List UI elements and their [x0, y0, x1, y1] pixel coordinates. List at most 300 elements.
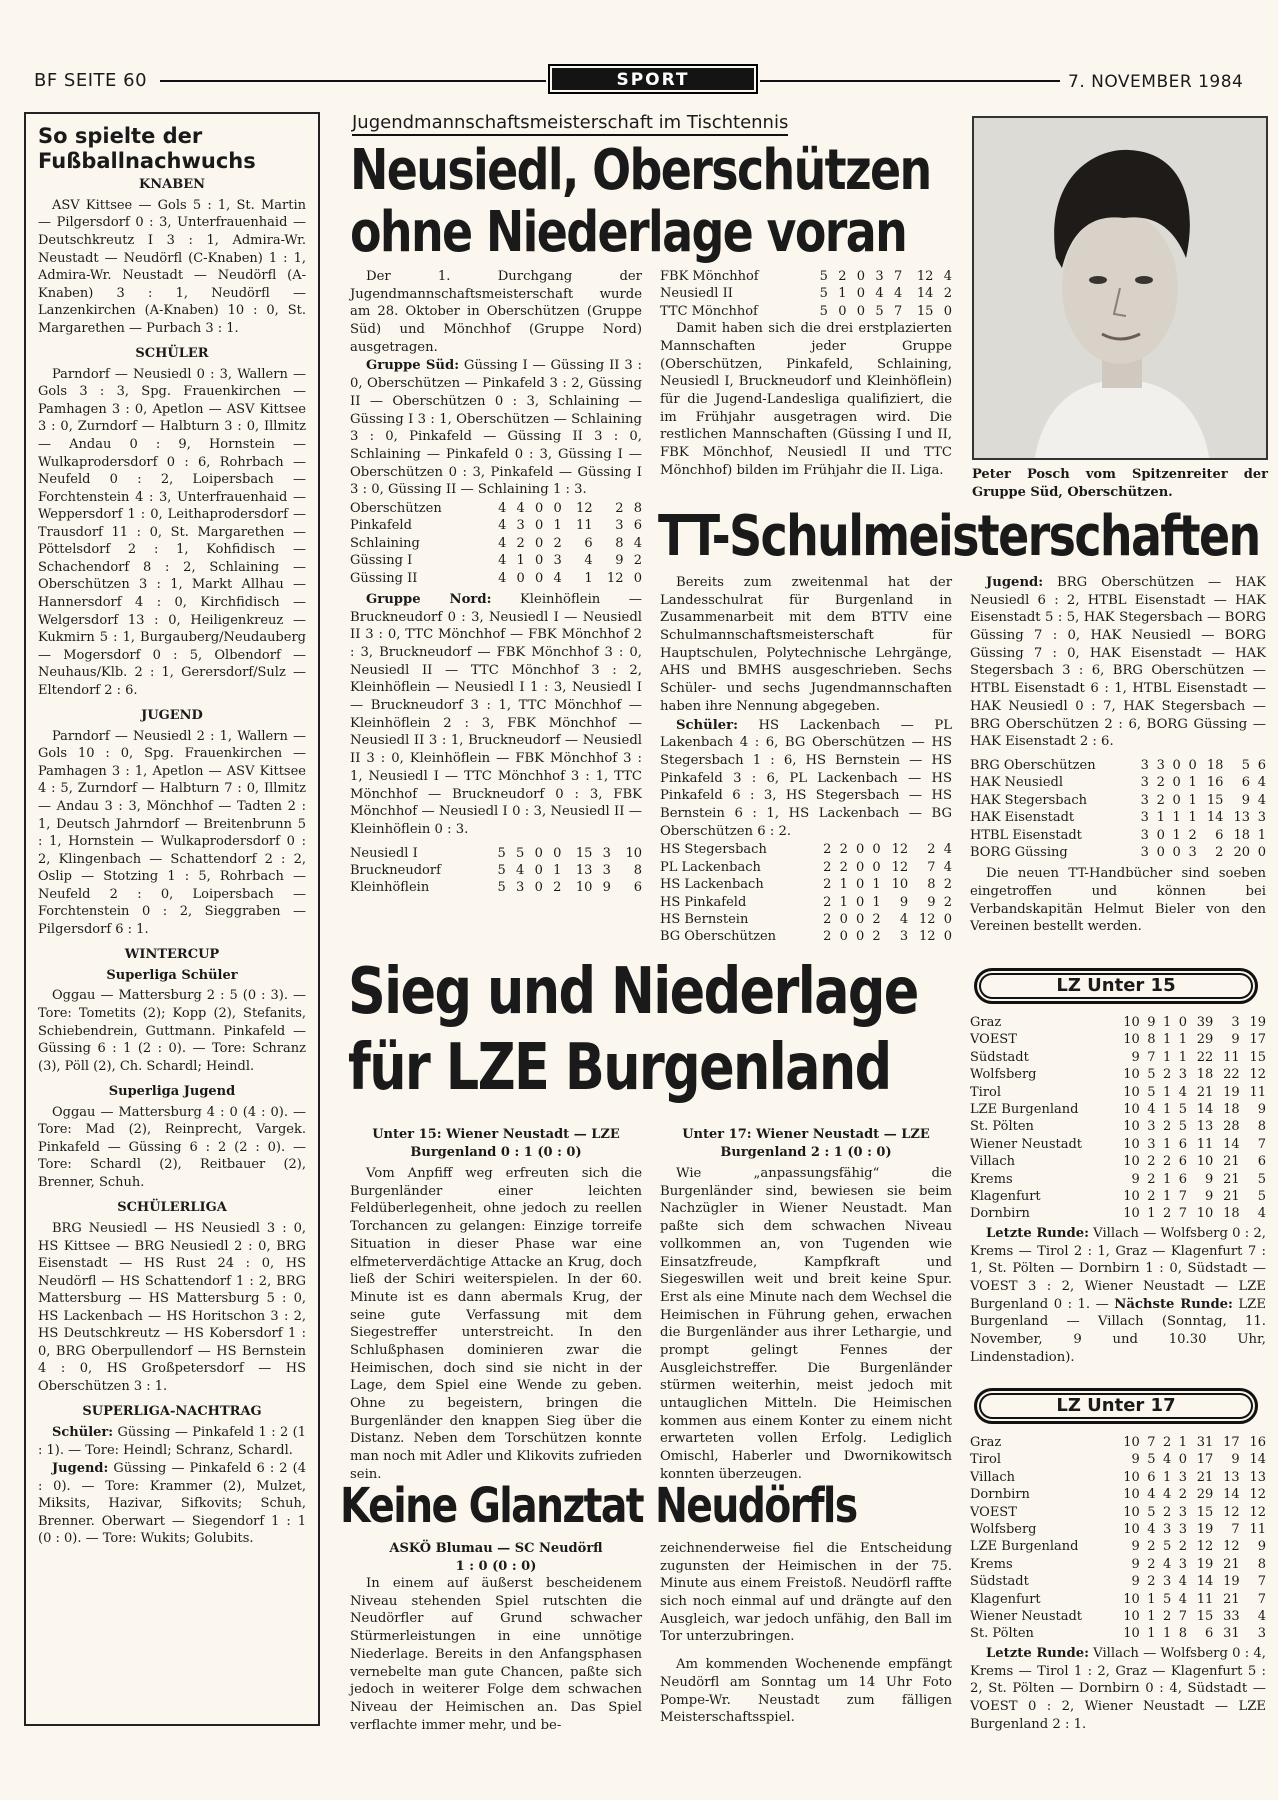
schul-schueler-row [660, 928, 952, 945]
stat-cell: 7 [1147, 1049, 1156, 1065]
stat-cell: 5 [497, 880, 506, 896]
stat-cell: 13 [1223, 1469, 1240, 1485]
stat-cell: 5 [1257, 1171, 1266, 1187]
stat-cell: 15 [1206, 792, 1224, 808]
stat-cell: 8 [1178, 1626, 1187, 1642]
stat-cell: 29 [1196, 1032, 1214, 1048]
stat-cell: 2 [1156, 792, 1165, 808]
stat-cell: 10 [625, 845, 642, 861]
stat-cell: 2 [943, 286, 952, 302]
stat-cell: 10 [1123, 1189, 1140, 1205]
stat-cell: 4 [943, 859, 952, 875]
stat-cell: 1 [1162, 1171, 1172, 1187]
stat-cell: 5 [1147, 1084, 1156, 1100]
stat-cell: 0 [534, 570, 544, 586]
stat-cell: 10 [1196, 1154, 1214, 1170]
stat-cell: 7 [1257, 1591, 1266, 1607]
stat-cell: 1 [1162, 1015, 1172, 1030]
stat-cell: 5 [497, 863, 506, 878]
stat-cell: 11 [1196, 1136, 1214, 1152]
stat-cell: 0 [553, 845, 562, 861]
stat-cell: 5 [1162, 1591, 1172, 1607]
schul-jugend-row [970, 827, 1266, 844]
stat-cell: 0 [534, 535, 544, 551]
stat-cell: 0 [943, 303, 952, 319]
lz15-row [970, 1205, 1266, 1222]
article1-nord-text: Kleinhöflein — Bruckneudorf 0 : 3, Neusiedl I — Neusiedl II 3 : 0, TTC Mönchhof — FBK Mönchhof 2 : 3, Bruckneudorf — FBK Mönchhof 3 : 0, Neusiedl II — TTC Mönchhof 3 : 2, Kleinhöflein — Neusiedl I 1 : 3, Neusiedl I — Bruckneudorf 3 : 1, TTC Mönchhof — Kleinhöflein 2 : 3, FBK Mönchhof — Neusiedl II 3 : 1, Bruckneudorf — Neusiedl II 3 : 0, Kleinhöflein — FBK Mönchhof 3 : 1, Neusiedl I — TTC Mönchhof 3 : 1, TTC Mönchhof — Bruckneudorf 0 : 3, FBK Mönchhof — Neusiedl I 0 : 3, Neusiedl II — Kleinhöflein 0 : 3. [350, 591, 642, 837]
stat-cell: 21 [1223, 1591, 1240, 1607]
stat-cell: 2 [1178, 1539, 1187, 1555]
table-gruppe-nord-bottom [660, 268, 952, 320]
stat-cell: 11 [1249, 1084, 1266, 1100]
stat-cell: 2 [943, 877, 952, 893]
stat-cell: 2 [1162, 1067, 1172, 1083]
stat-cell: 1 [872, 877, 881, 893]
stat-cell: 10 [1123, 1102, 1140, 1118]
stat-cell: 10 [1123, 1469, 1140, 1485]
issue-date: 7. NOVEMBER 1984 [1068, 72, 1244, 92]
lz15-next-text: LZE Burgenland — Villach (Sonntag, 11. November, 9 und 10.30 Uhr, Lindenstadion). [970, 1296, 1266, 1365]
stat-cell: 0 [1178, 1452, 1187, 1468]
stat-cell: 18 [1233, 827, 1251, 843]
stat-cell: 1 [1257, 827, 1266, 843]
stat-cell: 0 [943, 911, 952, 927]
team-name: Tirol [970, 1084, 1002, 1100]
stat-cell: 10 [1123, 1522, 1140, 1538]
team-name: Villach [970, 1154, 1016, 1170]
stat-cell: 6 [1257, 1154, 1266, 1170]
gruppe-sued-row [350, 500, 642, 517]
stat-cell: 9 [1131, 1049, 1140, 1065]
stat-cell: 22 [1223, 1067, 1240, 1083]
stat-cell: 9 [1231, 1452, 1240, 1468]
stat-cell: 13 [1233, 810, 1251, 826]
article4-text1: In einem auf äußerst bescheidenem Niveau stehenden Spiel rutschten die Neudörfler auf Grund schwacher Stürmerleistungen in eine unnötige Niederlage. Bereits in den Anfangsphasen vernebelte man gute Chancen, paßte sich jedoch in weiterer Folge dem schwachen Niveau der Heimischen an. Das Spiel verflachte immer mehr, und be- [350, 1576, 642, 1733]
team-name: Villach [970, 1469, 1016, 1485]
stat-cell: 10 [1123, 1154, 1140, 1170]
team-name: Wiener Neustadt [970, 1136, 1083, 1152]
stat-cell: 2 [615, 500, 624, 516]
team-name: LZE Burgenland [970, 1539, 1079, 1555]
stat-cell: 9 [1131, 1574, 1140, 1590]
article2-jugend-label: Jugend: [986, 575, 1044, 590]
schul-jugend-row [970, 809, 1266, 826]
stat-cell: 12 [916, 269, 934, 284]
stat-cell: 14 [1206, 810, 1224, 826]
stat-cell: 12 [919, 911, 936, 927]
stat-cell: 31 [1196, 1435, 1214, 1450]
header-rule-left [160, 80, 546, 82]
stat-cell: 39 [1196, 1015, 1214, 1030]
stat-cell: 4 [498, 535, 507, 551]
article2-outro: Die neuen TT-Handbücher sind soeben eingetroffen und können bei Verbandskapitän Helmut Bieler von den Vereinen bestellt werden. [970, 866, 1266, 935]
stat-cell: 3 [1178, 1504, 1187, 1520]
article2-jugend-text: BRG Oberschützen — HAK Neusiedl 6 : 2, HTBL Eisenstadt — HAK Eisenstadt 5 : 5, HAK Stegersbach — BORG Güssing 7 : 0, HAK Neusiedl — BORG Güssing 7 : 0, HAK Eisenstadt — HAK Stegersbach 3 : 6, BRG Oberschützen — HTBL Eisenstadt 6 : 1, HTBL Eisenstadt — HAK Neusiedl 0 : 7, HAK Stegersbach — BRG Oberschützen 2 : 6, BORG Güssing — HAK Eisenstadt 2 : 6. [970, 575, 1266, 750]
team-name: Schlaining [350, 535, 420, 551]
article3-sub2-line2: Burgenland 2 : 1 (0 : 0) [720, 1144, 892, 1160]
schueler-results: Parndorf — Neusiedl 0 : 3, Wallern — Gols 3 : 3, Spg. Frauenkirchen — Pamhagen 3 : 0, Apetlon — ASV Kittsee 3 : 0, Zurndorf — Halbturn 3 : 0, Illmitz — Andau 0 : 9, Hornstein — Wulkaprodersdorf 0 : 6, Rohrbach — Neufeld 0 : 2, Loipersbach — Forchtenstein 4 : 3, Unterfrauenhaid — Weppersdorf 1 : 0, Leithaprodersdorf — Trausdorf 11 : 0, St. Margarethen — Pöttelsdorf 2 : 1, Kohfidisch — Schachendorf 8 : 2, Schlaining — Oberschützen 3 : 1, Markt Allhau — Hannersdorf 4 : 0, Kirchfidisch — Welgersdorf 13 : 0, Heiligenkreuz — Kukmirn 5 : 1, Burgauberg/Neudauberg — Mogersdorf 0 : 5, Olbendorf — Neuhaus/Klb. 2 : 1, Gerersdorf/Sulz — Eltendorf 2 : 6. [38, 366, 306, 698]
stat-cell: 19 [1223, 1084, 1240, 1100]
stat-cell: 21 [1196, 1084, 1214, 1100]
stat-cell: 5 [819, 269, 828, 284]
stat-cell: 2 [1162, 1206, 1172, 1222]
lz15-title: LZ Unter 15 [974, 968, 1258, 1004]
stat-cell: 18 [1223, 1206, 1240, 1222]
stat-cell: 2 [872, 911, 881, 927]
stat-cell: 3 [1156, 757, 1165, 773]
stat-cell: 2 [1156, 775, 1165, 791]
stat-cell: 5 [1162, 1539, 1172, 1555]
stat-cell: 8 [1147, 1032, 1156, 1048]
stat-cell: 3 [1140, 775, 1149, 791]
team-name: Graz [970, 1435, 1002, 1450]
stat-cell: 5 [516, 845, 525, 861]
team-name: HAK Eisenstadt [970, 810, 1075, 826]
stat-cell: 13 [1196, 1119, 1214, 1135]
team-name: Wolfsberg [970, 1067, 1037, 1083]
stat-cell: 2 [1162, 1504, 1172, 1520]
team-name: HAK Neusiedl [970, 775, 1064, 791]
lz15-row [970, 1101, 1266, 1118]
stat-cell: 28 [1223, 1119, 1240, 1135]
stat-cell: 5 [1178, 1102, 1187, 1118]
stat-cell: 14 [1249, 1452, 1266, 1468]
lz17-row [970, 1573, 1266, 1590]
stat-cell: 0 [855, 911, 865, 927]
stat-cell: 3 [1178, 1469, 1187, 1485]
article2-col2 [970, 574, 1266, 937]
nachtrag-jugend-label: Jugend: [52, 1461, 109, 1477]
stat-cell: 15 [1196, 1504, 1214, 1520]
stat-cell: 12 [891, 842, 909, 858]
stat-cell: 21 [1223, 1189, 1240, 1205]
stat-cell: 2 [1215, 844, 1224, 860]
stat-cell: 1 [1147, 1206, 1156, 1222]
article3-sub1-line2: Burgenland 0 : 1 (0 : 0) [410, 1144, 582, 1160]
stat-cell: 0 [943, 929, 952, 945]
stat-cell: 4 [498, 500, 507, 516]
superliga-jugend-heading: Superliga Jugend [108, 1084, 236, 1100]
stat-cell: 18 [1196, 1067, 1214, 1083]
nachtrag-jugend-text: Güssing — Pinkafeld 6 : 2 (4 : 0). — Tore: Krammer (2), Mulzet, Miksits, Hazivar, Sifkovits; Schuh, Brenner. Oberwart — Siegendorf 1 : 1 (0 : 0). — Tore: Wukits; Golubits. [38, 1461, 306, 1547]
stat-cell: 9 [1131, 1171, 1140, 1187]
stat-cell: 2 [943, 894, 952, 910]
lz15-row [970, 1049, 1266, 1066]
team-name: Klagenfurt [970, 1189, 1041, 1205]
stat-cell: 7 [1147, 1435, 1156, 1450]
team-name: St. Pölten [970, 1119, 1034, 1135]
stat-cell: 5 [1147, 1504, 1156, 1520]
stat-cell: 4 [1147, 1102, 1156, 1118]
stat-cell: 0 [534, 863, 543, 878]
stat-cell: 4 [1257, 1609, 1266, 1625]
stat-cell: 2 [823, 842, 832, 858]
stat-cell: 10 [1123, 1032, 1140, 1048]
stat-cell: 0 [534, 553, 544, 569]
stat-cell: 1 [1178, 1435, 1187, 1450]
stat-cell: 20 [1233, 844, 1251, 860]
schul-jugend-row [970, 757, 1266, 774]
lz17-row [970, 1434, 1266, 1451]
article2-jugend [970, 574, 1266, 751]
team-name: St. Pölten [970, 1626, 1034, 1642]
schuelerliga-results: BRG Neusiedl — HS Neusiedl 3 : 0, HS Kittsee — BRG Neusiedl 2 : 0, BRG Eisenstadt — HS Rust 24 : 0, HS Neudörfl — HS Schattendorf 1 : 2, BRG Mattersburg — HS Mattersburg 5 : 0, HS Lackenbach — HS Horitschon 3 : 2, HS Deutschkreutz — HS Kobersdorf 1 : 0, BRG Oberpullendorf — HS Bernstein 4 : 0, HS Großpetersdorf — HS Oberschützen 3 : 1. [38, 1221, 306, 1394]
stat-cell: 19 [1196, 1556, 1214, 1572]
stat-cell: 10 [1123, 1015, 1140, 1030]
wintercup-heading: WINTERCUP [124, 947, 220, 963]
stat-cell: 8 [1257, 1556, 1266, 1572]
stat-cell: 0 [534, 880, 543, 896]
stat-cell: 0 [1172, 775, 1181, 791]
article1-headline-2: ohne Niederlage voran [350, 200, 907, 265]
table-lz17 [970, 1434, 1266, 1643]
lz17-notes [970, 1645, 1266, 1733]
team-name: Neusiedl I [350, 845, 418, 861]
team-name: Dornbirn [970, 1487, 1030, 1503]
stat-cell: 1 [1162, 1469, 1172, 1485]
article3-headline-2: für LZE Burgenland [348, 1031, 891, 1105]
stat-cell: 6 [584, 535, 593, 551]
stat-cell: 0 [872, 842, 881, 858]
article4-col1 [350, 1540, 642, 1735]
schul-schueler-row [660, 894, 952, 911]
stat-cell: 1 [1162, 1084, 1172, 1100]
stat-cell: 1 [553, 518, 562, 534]
stat-cell: 1 [584, 570, 593, 586]
stat-cell: 0 [553, 500, 562, 516]
stat-cell: 13 [1249, 1469, 1266, 1485]
stat-cell: 0 [1178, 1015, 1187, 1030]
stat-cell: 4 [498, 518, 507, 534]
stat-cell: 5 [497, 845, 506, 861]
stat-cell: 9 [1257, 1102, 1266, 1118]
team-name: BG Oberschützen [660, 929, 777, 945]
stat-cell: 4 [1162, 1487, 1172, 1503]
stat-cell: 7 [927, 859, 936, 875]
sidebar-title: So spielte der Fußballnachwuchs [38, 124, 256, 174]
stat-cell: 19 [1196, 1522, 1214, 1538]
stat-cell: 4 [498, 553, 507, 569]
stat-cell: 7 [1178, 1206, 1187, 1222]
stat-cell: 7 [1178, 1609, 1187, 1625]
lz15-row [970, 1066, 1266, 1083]
stat-cell: 0 [1188, 757, 1197, 773]
stat-cell: 2 [553, 880, 562, 896]
stat-cell: 5 [1147, 1452, 1156, 1468]
stat-cell: 1 [1172, 827, 1181, 843]
schul-schueler-row [660, 841, 952, 858]
stat-cell: 2 [1147, 1189, 1156, 1205]
jugend-results: Parndorf — Neusiedl 2 : 1, Wallern — Gols 10 : 0, Spg. Frauenkirchen — Pamhagen 3 : 1, Apetlon — ASV Kittsee 4 : 5, Zurndorf — Halbturn 7 : 0, Illmitz — Andau 3 : 3, Mönchhof — Tadten 2 : 1, Deutsch Jahrndorf — Breitenbrunn 5 : 1, Hornstein — Wulkaprodersdorf 0 : 2, Klingenbach — Schattendorf 2 : 2, Oslip — Stotzing 1 : 5, Rohrbach — Neufeld 2 : 0, Loipersbach — Forchtenstein 0 : 2, Sieggraben — Pilgersdorf 6 : 1. [38, 728, 306, 937]
article3-col1 [350, 1126, 642, 1484]
lz15-row [970, 1188, 1266, 1205]
stat-cell: 6 [1205, 1626, 1214, 1642]
team-name: Wiener Neustadt [970, 1609, 1083, 1625]
stat-cell: 0 [534, 500, 544, 516]
stat-cell: 3 [516, 518, 525, 534]
stat-cell: 6 [1257, 757, 1266, 773]
stat-cell: 19 [1249, 1015, 1266, 1030]
stat-cell: 3 [1162, 1574, 1172, 1590]
stat-cell: 4 [584, 553, 593, 569]
stat-cell: 9 [1205, 1171, 1214, 1187]
stat-cell: 0 [856, 269, 866, 284]
stat-cell: 1 [1172, 810, 1181, 826]
lz15-row [970, 1118, 1266, 1135]
stat-cell: 2 [1188, 827, 1197, 843]
stat-cell: 0 [855, 894, 865, 910]
stat-cell: 4 [516, 500, 525, 516]
stat-cell: 4 [1162, 1556, 1172, 1572]
stat-cell: 9 [1231, 1032, 1240, 1048]
stat-cell: 21 [1196, 1469, 1214, 1485]
page-number: BF SEITE 60 [34, 70, 148, 91]
stat-cell: 2 [1147, 1154, 1156, 1170]
stat-cell: 4 [1147, 1522, 1156, 1538]
nachtrag-heading: SUPERLIGA-NACHTRAG [82, 1404, 262, 1420]
team-name: Pinkafeld [350, 518, 412, 534]
stat-cell: 15 [1196, 1609, 1214, 1625]
team-name: Südstadt [970, 1049, 1029, 1065]
schueler-heading: SCHÜLER [135, 346, 209, 362]
stat-cell: 2 [927, 842, 936, 858]
article4-sub-line2: 1 : 0 (0 : 0) [455, 1558, 537, 1574]
stat-cell: 1 [516, 553, 525, 569]
team-name: HS Pinkafeld [660, 894, 747, 910]
lz17-row [970, 1451, 1266, 1468]
stat-cell: 4 [893, 286, 903, 302]
stat-cell: 1 [1162, 1626, 1172, 1642]
schul-jugend-row [970, 792, 1266, 809]
stat-cell: 4 [899, 911, 909, 927]
portrait-image [974, 118, 1268, 460]
stat-cell: 1 [839, 894, 848, 910]
nachtrag-jugend [38, 1460, 306, 1548]
article3-sub2 [660, 1126, 952, 1161]
stat-cell: 0 [1172, 792, 1181, 808]
article2-schueler-label: Schüler: [676, 717, 738, 733]
stat-cell: 7 [1257, 1136, 1266, 1152]
article2-schueler [660, 717, 952, 841]
stat-cell: 0 [534, 518, 544, 534]
stat-cell: 1 [1162, 1189, 1172, 1205]
lz15-row [970, 1014, 1266, 1031]
stat-cell: 0 [1156, 844, 1165, 860]
stat-cell: 12 [891, 859, 909, 875]
article3-col2 [660, 1126, 952, 1484]
stat-cell: 10 [1196, 1206, 1214, 1222]
schul-jugend-row [970, 844, 1266, 861]
stat-cell: 9 [1241, 792, 1251, 808]
stat-cell: 12 [1249, 1067, 1266, 1083]
stat-cell: 8 [615, 535, 624, 551]
gruppe-nord-row [350, 862, 642, 879]
stat-cell: 2 [1162, 1435, 1172, 1450]
stat-cell: 15 [575, 845, 593, 861]
lz17-row [970, 1591, 1266, 1608]
photo-caption: Peter Posch vom Spitzenreiter der Gruppe Süd, Oberschützen. [972, 467, 1268, 500]
stat-cell: 11 [1249, 1522, 1266, 1538]
stat-cell: 7 [893, 303, 903, 319]
stat-cell: 12 [606, 570, 624, 586]
team-name: Oberschützen [350, 500, 442, 516]
table-schulmeister-jugend [970, 757, 1266, 861]
knaben-heading: KNABEN [138, 177, 206, 193]
stat-cell: 9 [899, 894, 909, 910]
team-name: HAK Stegersbach [970, 792, 1088, 808]
gruppe-nord-row [350, 845, 642, 862]
stat-cell: 4 [1257, 1206, 1266, 1222]
stat-cell: 10 [575, 880, 593, 896]
stat-cell: 1 [872, 894, 881, 910]
stat-cell: 3 [516, 880, 525, 896]
article1-sued-label: Gruppe Süd: [366, 358, 460, 374]
lz17-title: LZ Unter 17 [974, 1388, 1258, 1424]
article3-sub1-line1: Unter 15: Wiener Neustadt — LZE [372, 1127, 620, 1142]
stat-cell: 1 [1162, 1032, 1172, 1048]
stat-cell: 17 [1223, 1435, 1240, 1450]
stat-cell: 3 [602, 863, 611, 878]
stat-cell: 16 [1249, 1435, 1266, 1450]
stat-cell: 1 [1156, 810, 1165, 826]
stat-cell: 8 [927, 877, 936, 893]
stat-cell: 0 [534, 845, 543, 861]
stat-cell: 0 [839, 929, 848, 945]
stat-cell: 5 [819, 303, 828, 319]
stat-cell: 3 [1178, 1556, 1187, 1572]
stat-cell: 17 [1196, 1452, 1214, 1468]
team-name: VOEST [970, 1032, 1017, 1048]
nachtrag-schueler-text: Güssing — Pinkafeld 1 : 2 (1 : 1). — Tore: Heindl; Schranz, Schardl. [38, 1425, 306, 1458]
stat-cell: 12 [1196, 1539, 1214, 1555]
stat-cell: 17 [1249, 1032, 1266, 1048]
stat-cell: 0 [1257, 844, 1266, 860]
stat-cell: 5 [819, 286, 828, 302]
stat-cell: 2 [1162, 1609, 1172, 1625]
stat-cell: 6 [1215, 827, 1224, 843]
stat-cell: 9 [1257, 1539, 1266, 1555]
stat-cell: 0 [855, 929, 865, 945]
article1-col1 [350, 268, 642, 897]
stat-cell: 2 [633, 553, 642, 569]
stat-cell: 16 [1206, 775, 1224, 791]
stat-cell: 3 [1162, 1522, 1172, 1538]
lz17-row [970, 1469, 1266, 1486]
stat-cell: 10 [1123, 1591, 1140, 1607]
table-gruppe-sued [350, 500, 642, 587]
superliga-schueler-heading: Superliga Schüler [106, 967, 238, 983]
team-name: HTBL Eisenstadt [970, 827, 1082, 843]
stat-cell: 4 [1178, 1084, 1187, 1100]
schul-schueler-row [660, 876, 952, 893]
stat-cell: 2 [823, 929, 832, 945]
schul-jugend-row [970, 774, 1266, 791]
stat-cell: 4 [1178, 1574, 1187, 1590]
nachtrag-schueler [38, 1424, 306, 1459]
lz15-next-label: Nächste Runde: [1114, 1296, 1233, 1312]
stat-cell: 5 [1147, 1067, 1156, 1083]
stat-cell: 0 [855, 842, 865, 858]
gruppe-sued-row [350, 570, 642, 587]
stat-cell: 21 [1223, 1154, 1240, 1170]
stat-cell: 6 [633, 518, 642, 534]
stat-cell: 1 [1147, 1591, 1156, 1607]
stat-cell: 2 [1162, 1154, 1172, 1170]
stat-cell: 5 [1178, 1119, 1187, 1135]
team-name: Krems [970, 1556, 1013, 1572]
stat-cell: 9 [1131, 1556, 1140, 1572]
stat-cell: 3 [1178, 1067, 1187, 1083]
